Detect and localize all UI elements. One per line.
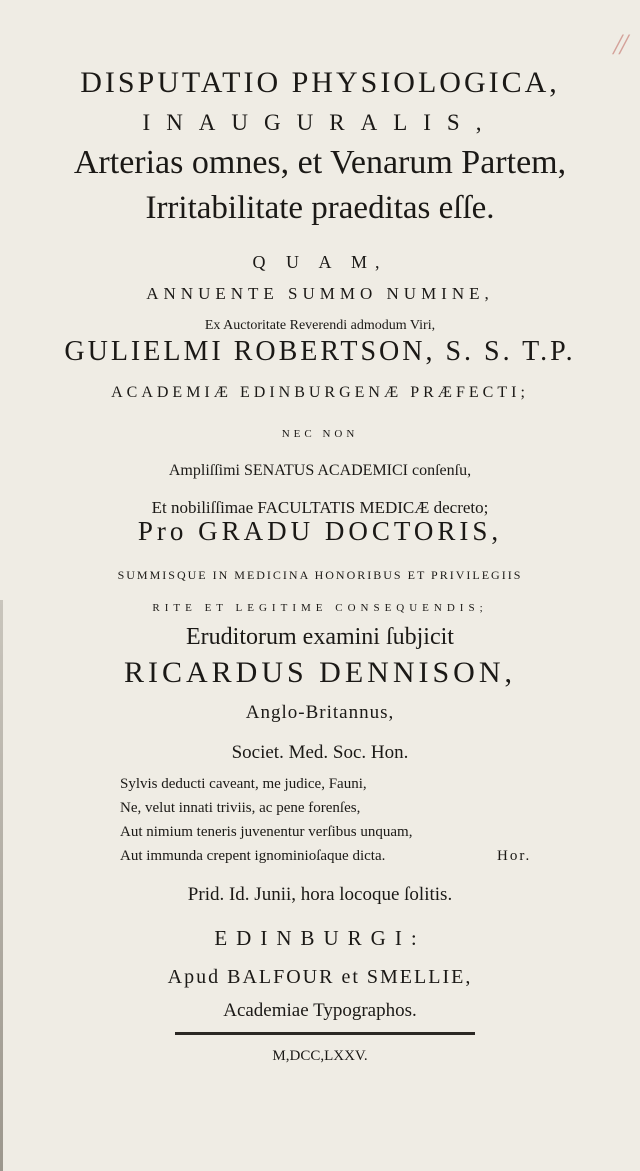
divider-rule	[175, 1032, 475, 1035]
nec-non-line: NEC NON	[281, 428, 359, 440]
principal-name: GULIELMI ROBERTSON, S. S. T.P.	[64, 336, 576, 367]
imprint-city: EDINBURGI:	[214, 926, 426, 950]
epigraph-attribution: Hor.	[497, 848, 532, 864]
facultas-line: Et nobiliſſimae FACULTATIS MEDICÆ decreto;	[151, 498, 489, 517]
epigraph-line: Aut immunda crepent ignominioſaque dicta.	[120, 848, 386, 864]
imprint-role: Academiae Typographos.	[223, 1000, 417, 1021]
epigraph-line: Sylvis deducti caveant, me judice, Fauni,	[120, 776, 367, 792]
subject-line-1: Arterias omnes, et Venarum Partem,	[73, 144, 567, 181]
senatus-line: Ampliſſimi SENATUS ACADEMICI conſenſu,	[168, 462, 472, 479]
quam-line: Q U A M,	[252, 252, 388, 272]
consequendis-line: RITE ET LEGITIME CONSEQUENDIS;	[152, 602, 488, 614]
author-name: RICARDUS DENNISON,	[123, 656, 517, 689]
date-line: Prid. Id. Junii, hora locoque ſolitis.	[187, 884, 453, 905]
academy-line: ACADEMIÆ EDINBURGENÆ PRÆFECTI;	[111, 384, 529, 401]
author-nationality: Anglo-Britannus,	[245, 702, 395, 723]
honours-line: SUMMISQUE IN MEDICINA HONORIBUS ET PRIVILEGIIS	[117, 568, 523, 582]
degree-line: Pro GRADU DOCTORIS,	[137, 516, 503, 546]
examini-line: Eruditorum examini ſubjicit	[186, 624, 454, 650]
epigraph-line: Ne, velut innati triviis, ac pene forenſes,	[120, 800, 361, 816]
title-line-2: INAUGURALIS,	[142, 110, 498, 135]
handwritten-margin-mark: //	[613, 28, 626, 61]
title-line-1: DISPUTATIO PHYSIOLOGICA,	[80, 66, 560, 99]
annuente-line: ANNUENTE SUMMO NUMINE,	[146, 284, 494, 303]
subject-line-2: Irritabilitate praeditas eſſe.	[145, 190, 495, 226]
imprint-year: M,DCC,LXXV.	[272, 1048, 368, 1064]
author-society: Societ. Med. Soc. Hon.	[231, 742, 409, 763]
auctoritate-line: Ex Auctoritate Reverendi admodum Viri,	[204, 318, 436, 333]
epigraph-line: Aut nimium teneris juvenentur verſibus unquam,	[120, 824, 413, 840]
imprint-printers: Apud BALFOUR et SMELLIE,	[167, 966, 473, 988]
